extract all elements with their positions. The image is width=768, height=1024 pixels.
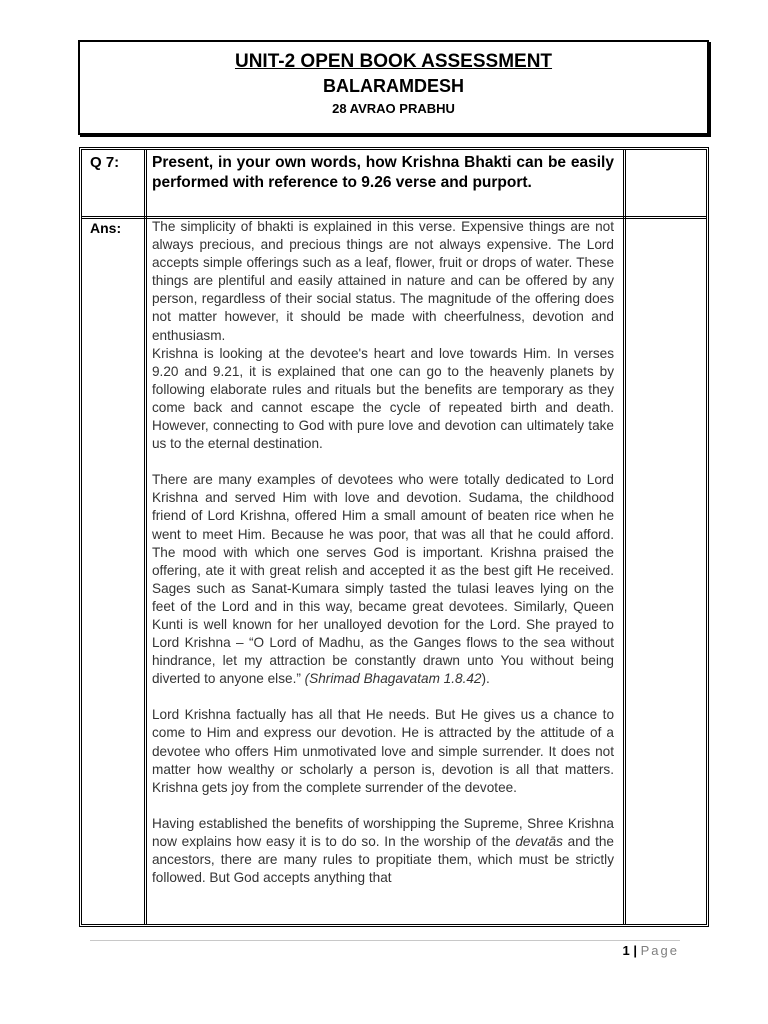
answer-paragraph-5 xyxy=(152,815,614,887)
question-answer-table xyxy=(79,147,709,927)
question-label: Q 7: xyxy=(90,154,120,171)
answer-paragraph-2: Krishna is looking at the devotee's heart and love towards Him. In verses 9.20 and 9.21, it is explained that one can go to the heavenly planets by following elaborate rules and rituals but the benefits are temporary as they come back and cannot escape the cycle of repeated birth and death. However, connecting to God with pure love and devotion can ultimately take us to the eternal destination. xyxy=(152,345,614,452)
answer-paragraph-5-rest: and the ancestors, there are many rules to propitiate them, which must be strictly followed. But God accepts anything that xyxy=(152,833,614,886)
answer-body xyxy=(152,218,614,924)
answer-paragraph-1: The simplicity of bhakti is explained in this verse. Expensive things are not always precious, and precious things are not always expensive. The Lord accepts simple offerings such as a leaf, flower, fruit or drops of water. These things are plentiful and easily attained in nature and can be offered by any person, regardless of their social status. The magnitude of the offering does not matter however, it should be made with cheerfulness, devotion and enthusiasm. xyxy=(152,219,614,343)
page-label: Page xyxy=(640,943,679,958)
table-divider-margin-column xyxy=(623,150,626,924)
answer-paragraph-3 xyxy=(152,471,614,688)
answer-citation-end: ). xyxy=(481,671,490,687)
footer-rule xyxy=(90,940,680,941)
answer-citation: (Shrimad Bhagavatam 1.8.42 xyxy=(304,671,482,687)
answer-paragraph-3-text: There are many examples of devotees who were totally dedicated to Lord Krishna and served Him with love and devotion. Sudama, the childhood friend of Lord Krishna, offered Him a small amount of beaten rice when he went to meet Him. Because he was poor, that was all that he could afford. The mood with which one serves God is important. Krishna praised the offering, ate it with great relish and accepted it as the best gift He received. Sages such as Sanat-Kumara simply tasted the tulasi leaves lying on the feet of the Lord and in this way, became great devotees. Similarly, Queen Kunti is well known for her unalloyed devotion for the Lord. She prayed to Lord Krishna – “O Lord of Madhu, as the Ganges flows to the sea without hindrance, let my attraction be constantly drawn unto You without being diverted to anyone else.” xyxy=(152,472,614,687)
document-subtitle: BALARAMDESH xyxy=(323,76,464,96)
document-title: UNIT-2 OPEN BOOK ASSESSMENT xyxy=(234,51,553,72)
question-text: Present, in your own words, how Krishna Bhakti can be easily performed with reference to 9.26 verse and purport. xyxy=(152,154,614,191)
answer-paragraph-4: Lord Krishna factually has all that He needs. But He gives us a chance to come to Him and express our devotion. He is attracted by the attitude of a devotee who offers Him unmotivated love and simple surrender. It does not matter how wealthy or scholarly a person is, devotion is all that matters. Krishna gets joy from the complete surrender of the devotee. xyxy=(152,707,614,795)
answer-term-devatas: devatās xyxy=(515,833,563,849)
page-footer xyxy=(623,943,680,958)
page-separator: | xyxy=(633,943,637,958)
answer-label: Ans: xyxy=(90,220,122,236)
table-divider-label-column xyxy=(144,150,147,924)
answer-paragraph-5-start: Having established the benefits of worshipping the Supreme, Shree Krishna now explains how easy it is to do so. In the worship of the xyxy=(152,815,614,849)
page-number: 1 xyxy=(622,943,630,958)
student-name: 28 AVRAO PRABHU xyxy=(332,101,455,116)
document-header xyxy=(78,40,709,135)
